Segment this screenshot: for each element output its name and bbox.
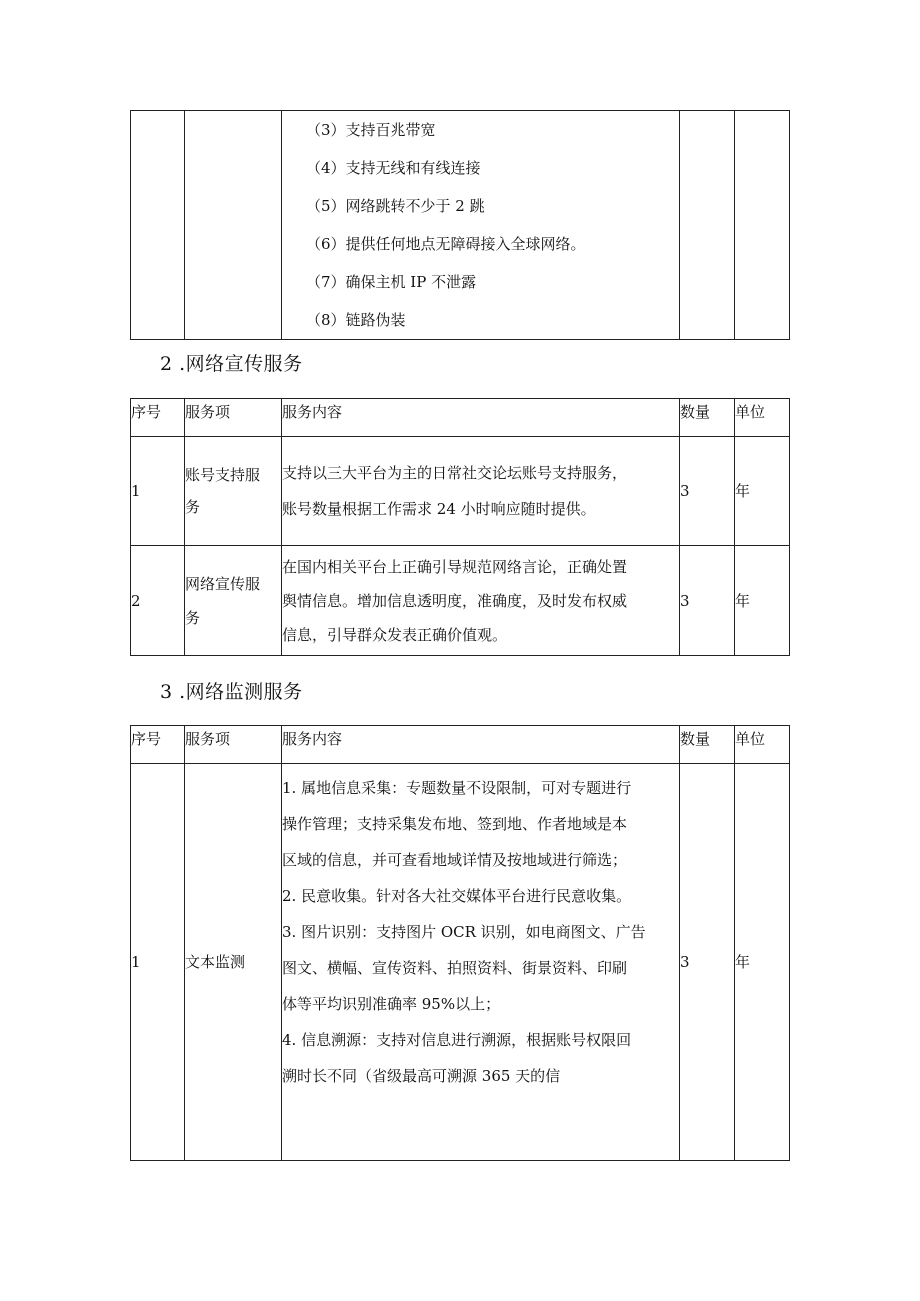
service-content: 在国内相关平台上正确引导规范网络言论，正确处置 舆情信息。增加信息透明度，准确度，及时发布权威 信息，引导群众发表正确价值观。 xyxy=(282,546,680,656)
unit: 年 xyxy=(735,437,790,546)
header-cell: 服务项 xyxy=(185,399,282,437)
unit: 年 xyxy=(735,764,790,1161)
table-row xyxy=(131,437,790,546)
service-item: 文本监测 xyxy=(185,764,282,1161)
service-content: 支持以三大平台为主的日常社交论坛账号支持服务， 账号数量根据工作需求 24 小时响应随时提供。 xyxy=(282,437,680,546)
list-item: （6）提供任何地点无障碍接入全球网络。 xyxy=(306,235,586,253)
quantity: 3 xyxy=(680,437,735,546)
service-content: 1. 属地信息采集：专题数量不设限制，可对专题进行 操作管理；支持采集发布地、签到地、作者地域是本 区域的信息，并可查看地域详情及按地域进行筛选； 2. 民意收集。针对各大社交媒体平台进行民意收集。 3. 图片识别：支持图片 OCR 识别，如电商图文、广告 图文、横幅、宣传资料、拍照资料、街景资料、印刷 体等平均识别准确率 95%以上； 4. 信息溯源：支持对信息进行溯源，根据账号权限回 溯时长不同（省级最高可溯源 365 天的信 xyxy=(282,764,680,1161)
list-item: （8）链路伪装 xyxy=(306,311,406,329)
header-cell: 服务内容 xyxy=(282,399,680,437)
header-cell: 单位 xyxy=(735,726,790,764)
table-header-row xyxy=(131,399,790,437)
list-item: （4）支持无线和有线连接 xyxy=(306,159,481,177)
list-item: （3）支持百兆带宽 xyxy=(306,121,436,139)
table-row xyxy=(131,546,790,656)
section-title: 2 .网络宣传服务 xyxy=(160,353,303,375)
header-cell: 序号 xyxy=(131,726,185,764)
section-title: 3 .网络监测服务 xyxy=(160,681,303,703)
table-header-row xyxy=(131,726,790,764)
unit: 年 xyxy=(735,546,790,656)
table-row xyxy=(131,764,790,1161)
list-item: （5）网络跳转不少于 2 跳 xyxy=(306,197,485,215)
header-cell: 服务项 xyxy=(185,726,282,764)
header-cell: 序号 xyxy=(131,399,185,437)
service-table-monitoring xyxy=(130,725,790,1161)
table-cell xyxy=(131,111,185,340)
table-cell xyxy=(282,111,680,340)
header-cell: 单位 xyxy=(735,399,790,437)
quantity: 3 xyxy=(680,764,735,1161)
quantity: 3 xyxy=(680,546,735,656)
list-item: （7）确保主机 IP 不泄露 xyxy=(306,273,477,291)
service-item: 网络宣传服 务 xyxy=(185,546,282,656)
service-item: 账号支持服 务 xyxy=(185,437,282,546)
continuation-table xyxy=(130,110,790,340)
table-cell xyxy=(735,111,790,340)
row-number: 2 xyxy=(131,546,185,656)
header-cell: 服务内容 xyxy=(282,726,680,764)
table-cell xyxy=(680,111,735,340)
header-cell: 数量 xyxy=(680,399,735,437)
row-number: 1 xyxy=(131,437,185,546)
table-cell xyxy=(185,111,282,340)
row-number: 1 xyxy=(131,764,185,1161)
service-table-publicity xyxy=(130,398,790,656)
header-cell: 数量 xyxy=(680,726,735,764)
